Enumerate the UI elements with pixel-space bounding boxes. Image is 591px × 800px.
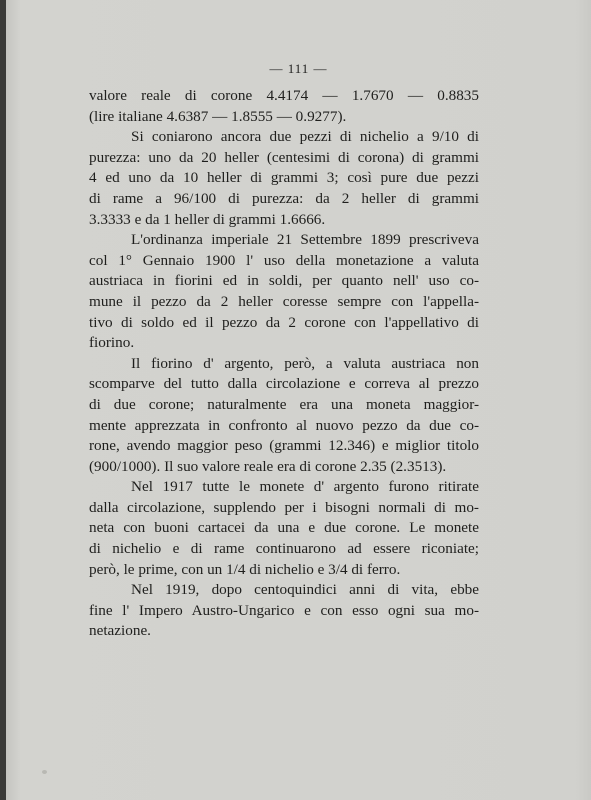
text-line: fine l' Impero Austro-Ungarico e con esso ogni sua mo-	[89, 601, 479, 619]
text-line: fiorino.	[89, 334, 135, 352]
text-line: valore reale di corone 4.4174 — 1.7670 — 0.8835	[89, 87, 479, 104]
body-text	[89, 86, 479, 642]
text-line: di due corone; naturalmente era una moneta maggior-	[89, 395, 479, 413]
text-line: rone, avendo maggior peso (grammi 12.346) e miglior titolo	[89, 437, 479, 455]
text-line: 4 ed uno da 10 heller di grammi 3; così pure due pezzi	[89, 169, 479, 187]
text-line: (900/1000). Il suo valore reale era di corone 2.35 (2.3513).	[89, 457, 447, 475]
text-line: di nichelio e di rame continuarono ad essere riconiate;	[89, 540, 479, 558]
page-number: — 111 —	[269, 61, 328, 76]
text-line: di rame a 96/100 di purezza: da 2 heller di grammi	[89, 189, 479, 207]
text-line: Il fiorino d' argento, però, a valuta austriaca non	[131, 354, 479, 372]
text-line: però, le prime, con un 1/4 di nichelio e 3/4 di ferro.	[89, 560, 401, 578]
text-line: tivo di soldo ed il pezzo da 2 corone con l'appellativo di	[89, 313, 479, 331]
text-line: mune il pezzo da 2 heller coresse sempre con l'appella-	[89, 292, 479, 310]
book-page	[6, 0, 591, 800]
text-line: col 1° Gennaio 1900 l' uso della monetazione a valuta	[89, 251, 479, 269]
text-line: netazione.	[89, 622, 151, 640]
text-line: Si coniarono ancora due pezzi di nichelio a 9/10 di	[131, 128, 479, 146]
text-line: Nel 1917 tutte le monete d' argento furono ritirate	[131, 478, 479, 496]
text-line: scomparve del tutto dalla circolazione e correva al prezzo	[89, 375, 479, 393]
text-line: Nel 1919, dopo centoquindici anni di vita, ebbe	[131, 581, 479, 599]
paper-spot	[42, 770, 47, 774]
text-line: neta con buoni cartacei da una e due corone. Le monete	[89, 519, 479, 537]
text-line: L'ordinanza imperiale 21 Settembre 1899 prescriveva	[131, 231, 479, 249]
text-line: 3.3333 e da 1 heller di grammi 1.6666.	[89, 210, 326, 228]
text-line: purezza: uno da 20 heller (centesimi di corona) di grammi	[89, 148, 479, 166]
text-line: dalla circolazione, supplendo per i bisogni normali di mo-	[89, 498, 479, 516]
text-line: (lire italiane 4.6387 — 1.8555 — 0.9277).	[89, 107, 347, 125]
text-line: austriaca in fiorini ed in soldi, per quanto nell' uso co-	[89, 272, 479, 290]
text-line: mente apprezzata in confronto al nuovo pezzo da due co-	[89, 416, 479, 434]
